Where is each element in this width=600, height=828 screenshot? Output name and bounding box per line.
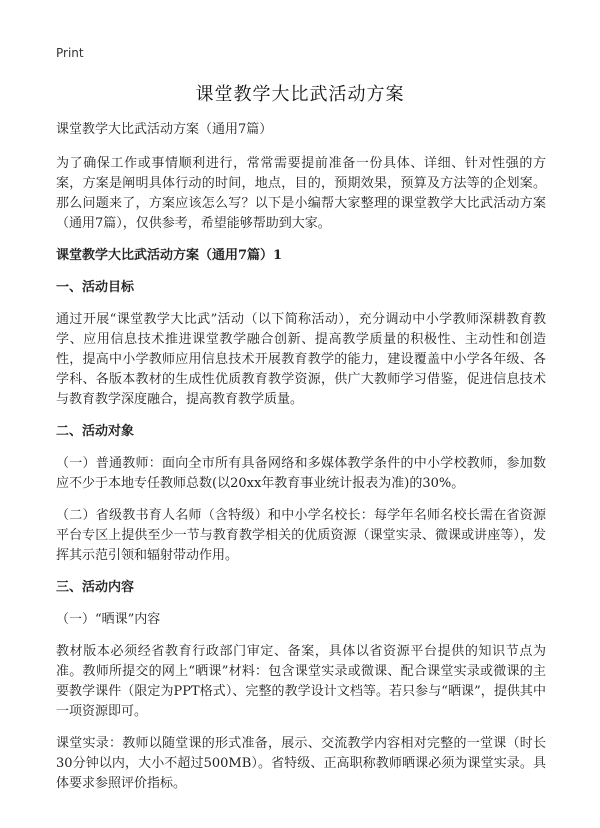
print-link[interactable]: Print (56, 46, 84, 60)
intro-paragraph: 为了确保工作或事情顺利进行，常常需要提前准备一份具体、详细、针对性强的方案，方案是阐明具体行动的时间，地点，目的，预期效果，预算及方法等的企划案。那么问题来了，方案应该怎么写？以下是小编帮大家整理的课堂教学大比武活动方案（通用7篇），仅供参考，希望能够帮助到大家。 (56, 156, 546, 231)
paragraph-materials: 教材版本必须经省教育行政部门审定、备案，具体以省资源平台提供的知识节点为准。教师所提交的网上“晒课”材料：包含课堂实录或微课、配合课堂实录或微课的主要教学课件（限定为PPT格式）、完整的教学设计文档等。若只参与“晒课”，提供其中一项资源即可。 (56, 644, 546, 719)
section-title: 课堂教学大比武活动方案（通用7篇）1 (56, 248, 283, 263)
paragraph-content-sub: （一）“晒课”内容 (56, 612, 161, 627)
paragraph-classroom-record: 课堂实录：教师以随堂课的形式准备，展示、交流教学内容相对完整的一堂课（时长30分钟以内，大小不超过500MB）。省特级、正高职称教师晒课必须为课堂实录。具体要求参照评价指标。 (56, 736, 546, 791)
document-subtitle: 课堂教学大比武活动方案（通用7篇） (56, 122, 273, 137)
document-body (56, 120, 546, 806)
paragraph-goals: 通过开展“课堂教学大比武”活动（以下简称活动），充分调动中小学教师深耕教育教学、应用信息技术推进课堂教学融合创新、提高教学质量的积极性、主动性和创造性，提高中小学教师应用信息技术开展教育教学的能力，建设覆盖中小学各年级、各学科、各版本教材的生成性优质教育教学资源，供广大教师学习借鉴，促进信息技术与教育教学深度融合，提高教育教学质量。 (56, 312, 546, 407)
paragraph-famous-teachers: （二）省级教书育人名师（含特级）和中小学名校长：每学年名师名校长需在省资源平台专区上提供至少一节与教育教学相关的优质资源（课堂实录、微课或讲座等），发挥其示范引领和辐射带动作用。 (56, 508, 546, 563)
heading-targets: 二、活动对象 (56, 424, 135, 439)
paragraph-ordinary-teachers: （一）普通教师：面向全市所有具备网络和多媒体教学条件的中小学校教师，参加数应不少于本地专任教师总数(以20xx年教育事业统计报表为准)的30%。 (56, 456, 546, 491)
page-title: 课堂教学大比武活动方案 (195, 84, 405, 105)
heading-goals: 一、活动目标 (56, 280, 135, 295)
heading-content: 三、活动内容 (56, 580, 135, 595)
